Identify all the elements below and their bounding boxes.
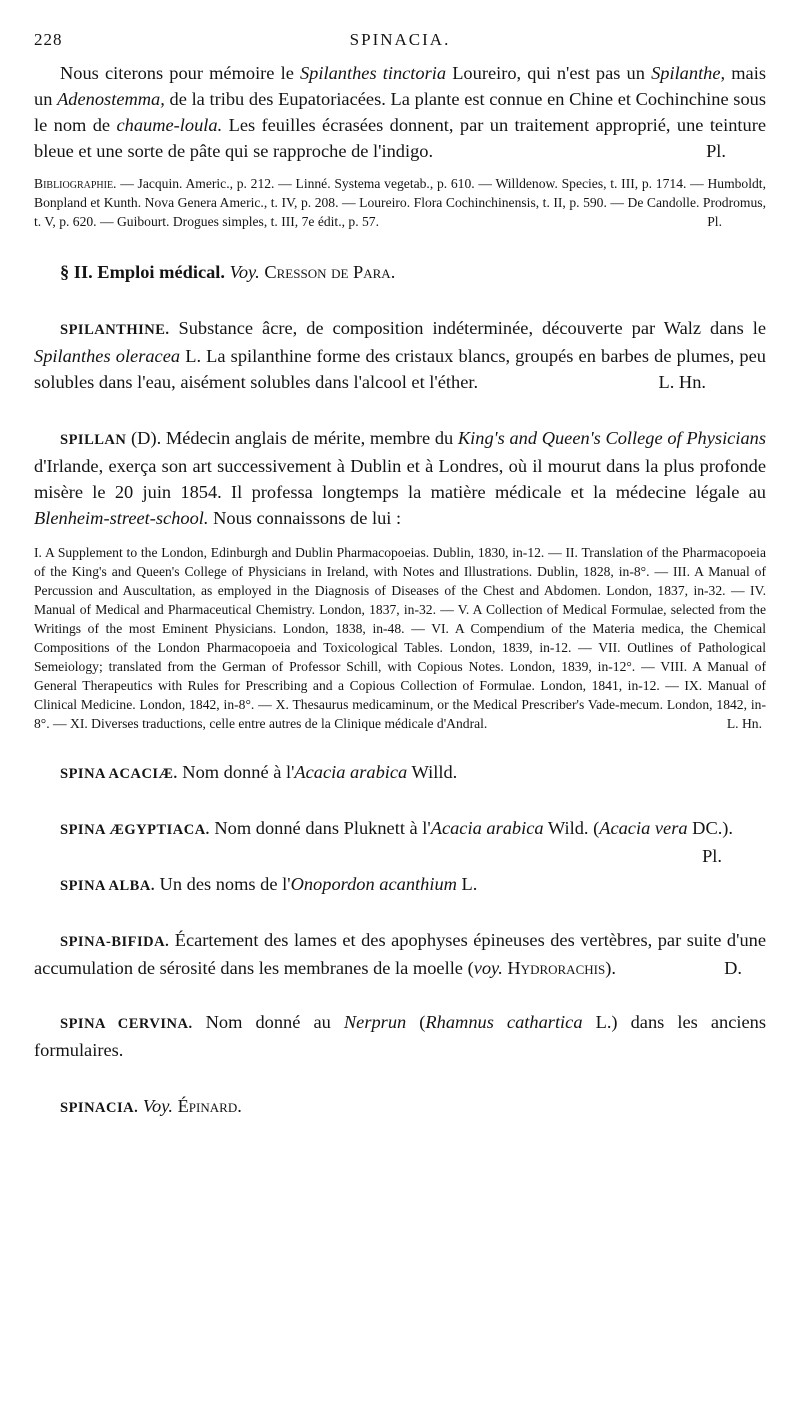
- text-run: mais un: [34, 63, 766, 109]
- text-run: Loureiro, qui n'est pas un: [446, 63, 652, 83]
- text-run: DC.).: [687, 818, 734, 838]
- cross-reference-link[interactable]: Épinard.: [177, 1096, 242, 1116]
- spilanthes-tail-paragraph: [34, 60, 766, 164]
- text-run: Les feuilles écrasées donnent, par un traitement approprié, une teinture bleue et une sorte de pâte qui se rapproche de l'indigo.: [34, 115, 766, 161]
- italic-term: Spilanthe,: [651, 63, 726, 83]
- entry-headword: SPINA ACACIÆ.: [60, 766, 178, 782]
- italic-term: voy.: [473, 958, 503, 978]
- text-run: Nom donné à l': [177, 762, 295, 782]
- running-title: SPINACIA.: [349, 30, 451, 49]
- text-run: Un des noms de l': [154, 874, 291, 894]
- spillan-works-list: [34, 543, 766, 733]
- italic-term: King's and Queen's College of Physicians: [457, 428, 766, 448]
- italic-term: Adenostemma,: [57, 89, 165, 109]
- works-text: I. A Supplement to the London, Edinburgh and Dublin Pharmacopoeias. Dublin, 1830, in-12. — II. Translation of the Pharmacopoeia of the King's and Queen's College of Physicians in Ireland, with Notes and Illustrations. Dublin, 1828, in-8°. — III. A Manual of Percussion and Auscultation, as employed in the Diagnosis of Diseases of the Chest and Abdomen. London, 1837, in-32. — IV. Manual of Medical and Pharmaceutical Chemistry. London, 1837, in-32. — V. A Collection of Medical Formulae, selected from the Writings of the most Eminent Physicians. London, 1838, in-48. — VI. A Compendium of the Materia medica, the Chemical Compositions of the London Pharmacopoeia and Toxicological Tables. London, 1839, in-12. — VII. Outlines of Pathological Semeiology; translated from the German of Professor Schill, with Copious Notes. London, 1839, in-12°. — VIII. A Manual of General Therapeutics with Rules for Prescribing and a Copious Collection of Formulae. London, 1841, in-12. — IX. Manual of Clinical Medicine. London, 1842, in-8°. — X. Thesaurus medicaminum, or the Medical Prescriber's Vade-mecum. London, 1842, in-8°. — XI. Diverses traductions, celle entre autres de la Clinique médicale d'Andral.: [34, 545, 766, 731]
- see-also-marker: Voy.: [229, 262, 260, 282]
- italic-term: Acacia arabica: [430, 818, 544, 838]
- entry-headword: SPINA-BIFIDA.: [60, 934, 170, 950]
- author-signature: Pl.: [707, 214, 722, 229]
- text-run: Nous citerons pour mémoire le: [60, 63, 300, 83]
- bibliography: [34, 174, 766, 231]
- author-signature: Pl.: [702, 846, 722, 866]
- cross-reference-link[interactable]: Cresson de Para.: [264, 262, 396, 282]
- see-also-marker: Voy.: [142, 1096, 173, 1116]
- entry-spinacia: [34, 1093, 766, 1121]
- entry-headword: SPINACIA.: [60, 1100, 139, 1116]
- italic-term: Acacia arabica: [294, 762, 408, 782]
- italic-term: Spilanthes oleracea: [34, 346, 181, 366]
- entry-spina-acaciae: [34, 759, 766, 787]
- italic-term: Rhamnus cathartica: [425, 1012, 583, 1032]
- author-signature: L. Hn.: [726, 716, 762, 731]
- italic-term: Onopordon acanthium: [290, 874, 457, 894]
- author-signature: D.: [724, 958, 742, 978]
- page-number: 228: [34, 30, 63, 49]
- text-run: de la tribu des Eupatoriacées. La plante est connue en Chine et Cochinchine sous le nom de: [34, 89, 766, 135]
- text-run: d'Irlande, exerça son art successivement à Dublin et à Londres, où il mourut dans la plus profonde misère le 20 juin 1854. Il professa longtemps la matière médicale et la médecine légale au: [34, 456, 766, 502]
- text-run: L.) dans les anciens formulaires.: [34, 1012, 766, 1060]
- text-run: Wild. (: [543, 818, 600, 838]
- section-heading: § II. Emploi médical.: [60, 262, 226, 282]
- entry-headword: SPILLAN: [60, 432, 127, 448]
- text-run: Nom donné au: [192, 1012, 344, 1032]
- text-run: (D). Médecin anglais de mérite, membre du: [126, 428, 458, 448]
- entry-spilanthine: [34, 315, 766, 395]
- text-run: L.: [456, 874, 478, 894]
- italic-term: Spilanthes tinctoria: [299, 63, 447, 83]
- bibliography-text: — Jacquin. Americ., p. 212. — Linné. Systema vegetab., p. 610. — Willdenow. Species, t. III, p. 1714. — Humboldt, Bonpland et Kunth. Nova Genera Americ., t. IV, p. 208. — Loureiro. Flora Cochinchinensis, t. II, p. 590. — De Candolle. Prodromus, t. V, p. 620. — Guibourt. Drogues simples, t. III, 7e édit., p. 57.: [34, 176, 766, 229]
- entry-spillan: [34, 425, 766, 531]
- entry-spina-aegyptiaca: [34, 815, 766, 866]
- entry-spina-alba: [34, 871, 766, 899]
- italic-term: chaume-loula.: [116, 115, 223, 135]
- italic-term: Blenheim-street-school.: [34, 508, 209, 528]
- text-run: Substance âcre, de composition indéterminée, découverte par Walz dans le: [169, 318, 766, 338]
- text-run: (: [406, 1012, 426, 1032]
- author-signature: Pl.: [706, 141, 726, 161]
- bibliography-label: Bibliographie.: [34, 176, 117, 191]
- text-run: Nous connaissons de lui :: [208, 508, 402, 528]
- text-run: L. La spilanthine forme des cristaux blancs, groupés en barbes de plumes, peu solubles dans l'eau, aisément solubles dans l'alcool et l'éther.: [34, 346, 766, 392]
- text-run: Écartement des lames et des apophyses épineuses des vertèbres, par suite d'une accumulation de sérosité dans les membranes de la moelle (: [34, 930, 766, 978]
- running-head: [34, 24, 766, 60]
- entry-spina-cervina: [34, 1009, 766, 1063]
- entry-headword: SPINA ALBA.: [60, 878, 155, 894]
- entry-headword: SPINA ÆGYPTIACA.: [60, 822, 210, 838]
- emploi-medical-section: [34, 259, 766, 285]
- entry-headword: SPINA CERVINA.: [60, 1016, 193, 1032]
- entry-spina-bifida: [34, 927, 766, 981]
- text-run: Nom donné dans Pluknett à l': [209, 818, 431, 838]
- cross-reference-link[interactable]: Hydrorachis).: [502, 958, 616, 978]
- author-signature: L. Hn.: [658, 372, 706, 392]
- italic-term: Acacia vera: [599, 818, 688, 838]
- entry-headword: SPILANTHINE.: [60, 322, 170, 338]
- italic-term: Nerprun: [343, 1012, 407, 1032]
- text-run: Willd.: [407, 762, 458, 782]
